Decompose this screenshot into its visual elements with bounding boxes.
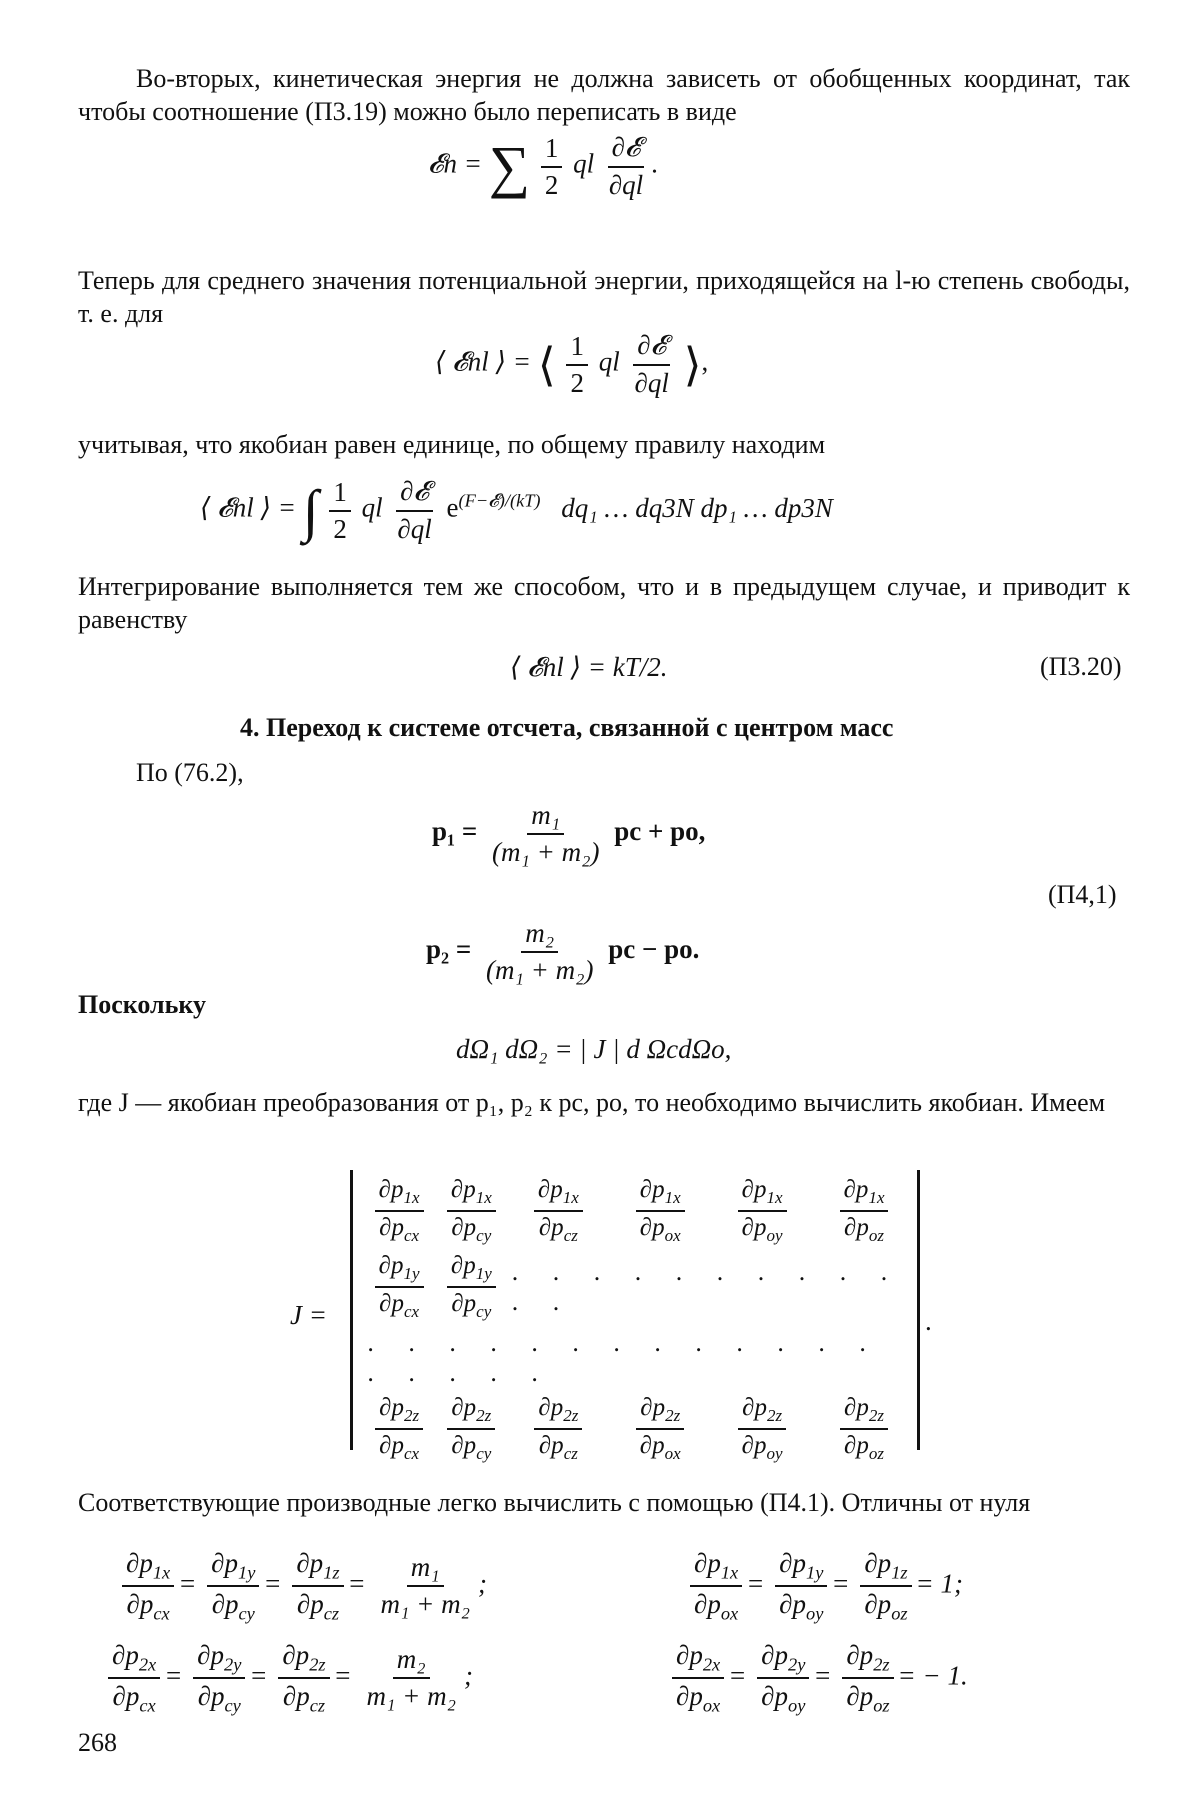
equation-average-potential: ⟨ 𝓔пl ⟩ = ⟨ $\frac{1}{2}$ ql $\frac{\text{∂𝓔}}{\partial ql}$ ⟩, (435, 330, 709, 398)
paragraph-3 (78, 428, 1130, 461)
page-number: 268 (78, 1728, 117, 1757)
paragraph-5 (78, 1086, 1130, 1119)
determinant-right-bar (917, 1170, 920, 1450)
paragraph-6 (78, 1486, 1130, 1519)
paragraph-2 (78, 264, 1130, 330)
integration-measure: dq₁ … dq3N dp₁ … dp3N (561, 492, 833, 523)
paragraph-4 (78, 570, 1130, 636)
eq-lhs: 𝓔п = (428, 148, 482, 179)
fraction-half: $\frac{1}{2}$ (541, 133, 563, 201)
paragraph-4-text: Интегрирование выполняется тем же способом, что и в предыдущем случае, и приводит к равенству (78, 572, 1130, 634)
poskolku-label: Поскольку (78, 990, 207, 1019)
paragraph-6-text: Соответствующие производные легко вычислить с помощью (П4.1). Отличны от нуля (78, 1488, 1031, 1517)
determinant-row-1: $\frac{\partial p_{1x}}{\partial p_{cx}}$ $\frac{\partial p_{1x}}{\partial p_{cy}}$ $\frac{\partial p_{1x}}{\partial p_{cz}}$ $\frac{\partial p_{1x}}{\partial p_{ox}}$ $\frac{\partial p_{1x}}{\partial p_{oy}}$ $\frac{\partial p_{1x}}{\partial p_{oz}}$ (368, 1176, 910, 1246)
paragraph-1-text: Во-вторых, кинетическая энергия не должна зависеть от обобщенных координат, так чтобы соотношение (П3.19) можно было переписать в виде (78, 64, 1130, 126)
integral-symbol: ∫ (302, 478, 319, 543)
paragraph-3-text: учитывая, что якобиан равен единице, по общему правилу находим (78, 430, 826, 459)
jacobian-determinant (350, 1170, 920, 1463)
equation-p2: p₂ = $\frac{\text{m₂}}{\text{(m₁ + m₂)}}$ pc − po. (426, 918, 700, 985)
paragraph-1 (78, 62, 1130, 128)
exponent: (F−𝓔)/(kT) (458, 490, 541, 511)
reference-label: По (76.2), (136, 758, 244, 787)
determinant-row-last: $\frac{\partial p_{2z}}{\partial p_{cx}}$ $\frac{\partial p_{2z}}{\partial p_{cy}}$ $\frac{\partial p_{2z}}{\partial p_{cz}}$ $\frac{\partial p_{2z}}{\partial p_{ox}}$ $\frac{\partial p_{2z}}{\partial p_{oy}}$ $\frac{\partial p_{2z}}{\partial p_{oz}}$ (368, 1394, 910, 1464)
determinant-row-2: $\frac{\partial p_{1y}}{\partial p_{cx}}$ $\frac{\partial p_{1y}}{\partial p_{cy}}$ . . . . . . . . . . . . (368, 1252, 910, 1322)
equation-p3-20: ⟨ 𝓔пl ⟩ = kT/2. (510, 652, 668, 682)
determinant-row-dots: . . . . . . . . . . . . . . . . . . (368, 1328, 881, 1387)
equation-p1: p₁ = $\frac{\text{m₁}}{\text{(m₁ + m₂)}}$ pc + po, (432, 800, 706, 867)
determinant-left-bar (350, 1170, 353, 1450)
right-angle-bracket: ⟩ (683, 339, 702, 391)
equation-omega: dΩ₁ dΩ₂ = | J | d ΩcdΩo, (456, 1034, 732, 1064)
equation-number-p4-1: (П4,1) (1048, 880, 1117, 909)
equation-number-p3-20: (П3.20) (1040, 652, 1122, 681)
book-page: Во-вторых, кинетическая энергия не должна зависеть от обобщенных координат, так чтобы соотношение (П3.19) можно было переписать в виде 𝓔п = ∑ $\frac{1}{2}$ ql $\frac{\text{∂𝓔}}{\partial ql}$ . Теперь для среднего значения потенциальной энергии, приходящейся на l-ю степень свободы, т. е. для ⟨ 𝓔пl ⟩ = ⟨ $\frac{1}{2}$ ql $\frac{\text{∂𝓔}}{\partial ql}$ ⟩, учитывая, что якобиан равен единице, по общему правилу находим ⟨ 𝓔пl ⟩ = ∫ $\frac{1}{2}$ ql $\frac{\text{∂𝓔}}{\partial ql}$ $e^{(F-𝓔)/(kT)}$ dq₁ … dq3N dp₁ … dp3N Интегрирование выполняется тем же способом, что и в предыдущем случае, и приводит к равенству ⟨ 𝓔пl ⟩ = kT/2. (П3.20) 4. Переход к системе отсчета, связанной с центром масс По (76.2), p₁ = $\frac{\text{m₁}}{\text{(m₁ + m₂)}}$ pc + po, p₂ = $\frac{\text{m₂}}{\text{(m₁ + m₂)}}$ pc − po. (П4,1) Поскольку dΩ₁ dΩ₂ = | J | d ΩcdΩo, где J — якобиан преобразования от p₁, p₂ к pc, po, то необходимо вычислить якобиан. Имеем J = $\frac{\partial p_{1x}}{\partial p_{cx}}$ $\frac{\partial p_{1x}}{\partial p_{cy}}$ $\frac{\partial p_{1x}}{\partial p_{cz}}$ $\frac{\partial p_{1x}}{\partial p_{ox}}$ $\frac{\partial p_{1x}}{\partial p_{oy}}$ $\frac{\partial p_{1x}}{\partial p_{oz}}$ $\frac{\partial p_{1y}}{\partial p_{cx}}$ $\frac{\partial p_{1y}}{\partial p_{cy}}$ . . . . . . . . . . . . . . . . . . . . . . . . . . . . . . $\frac{\partial p_{2z}}{\partial p_{cx}}$ $\frac{\partial p_{2z}}{\partial p_{cy}}$ $\frac{\partial p_{2z}}{\partial p_{cz}}$ $\frac{\partial p_{2z}}{\partial p_{ox}}$ $\frac{\partial p_{2z}}{\partial p_{oy}}$ $\frac{\partial p_{2z}}{\partial p_{oz}}$ . Соответствующие производные легко вычислить с помощью (П4.1). Отличны от нуля $\frac{\partial p_{1x}}{\partial p_{cx}}$ = $\frac{\partial p_{1y}}{\partial p_{cy}}$ = $\frac{\partial p_{1z}}{\partial p_{cz}}$ = $\frac{\text{m₁}}{\text{m₁ + m₂}}$ ; $\frac{\partial p_{1x}}{\partial p_{ox}}$ = $\frac{\partial p_{1y}}{\partial p_{oy}}$ = $\frac{\partial p_{1z}}{\partial p_{oz}}$ = 1; $\frac{\partial p_{2x}}{\partial p_{cx}}$ = $\frac{\partial p_{2y}}{\partial p_{cy}}$ = $\frac{\partial p_{2z}}{\partial p_{cz}}$ = $\frac{\text{m₂}}{\text{m₁ + m₂}}$ ; $\frac{\partial p_{2x}}{\partial p_{ox}}$ = $\frac{\partial p_{2y}}{\partial p_{oy}}$ = $\frac{\partial p_{2z}}{\partial p_{oz}}$ = − 1. 268 (78, 64, 1130, 1757)
derivatives-p2-c: $\frac{\partial p_{2x}}{\partial p_{cx}}$ = $\frac{\partial p_{2y}}{\partial p_{cy}}$ = $\frac{\partial p_{2z}}{\partial p_{cz}}$ = $\frac{\text{m₂}}{\text{m₁ + m₂}}$ ; (104, 1640, 473, 1717)
derivatives-p2-o: $\frac{\partial p_{2x}}{\partial p_{ox}}$ = $\frac{\partial p_{2y}}{\partial p_{oy}}$ = $\frac{\partial p_{2z}}{\partial p_{oz}}$ = − 1. (668, 1640, 968, 1717)
section-heading: 4. Переход к системе отсчета, связанной с центром масс (240, 713, 894, 742)
paragraph-5-text: где J — якобиан преобразования от p₁, p₂ к pc, po, то необходимо вычислить якобиан. Имеем (78, 1088, 1106, 1117)
equation-kinetic-sum: 𝓔п = ∑ $\frac{1}{2}$ ql $\frac{\text{∂𝓔}}{\partial ql}$ . (428, 132, 658, 200)
derivatives-p1-o: $\frac{\partial p_{1x}}{\partial p_{ox}}$ = $\frac{\partial p_{1y}}{\partial p_{oy}}$ = $\frac{\partial p_{1z}}{\partial p_{oz}}$ = 1; (686, 1548, 963, 1625)
fraction-dE-dq: $\frac{\text{∂𝓔}}{\partial ql}$ (608, 132, 644, 200)
paragraph-2-text: Теперь для среднего значения потенциальной энергии, приходящейся на l-ю степень свободы, т. е. для (78, 266, 1130, 328)
derivatives-p1-c: $\frac{\partial p_{1x}}{\partial p_{cx}}$ = $\frac{\partial p_{1y}}{\partial p_{cy}}$ = $\frac{\partial p_{1z}}{\partial p_{cz}}$ = $\frac{\text{m₁}}{\text{m₁ + m₂}}$ ; (118, 1548, 487, 1625)
jacobian-lhs: J = (290, 1300, 327, 1330)
left-angle-bracket: ⟨ (537, 339, 556, 391)
sum-symbol: ∑ (488, 134, 531, 199)
equation-integral: ⟨ 𝓔пl ⟩ = ∫ $\frac{1}{2}$ ql $\frac{\text{∂𝓔}}{\partial ql}$ $e^{(F-𝓔)/(kT)}$ dq₁ … dq3N dp₁ … dp3N (200, 476, 833, 544)
